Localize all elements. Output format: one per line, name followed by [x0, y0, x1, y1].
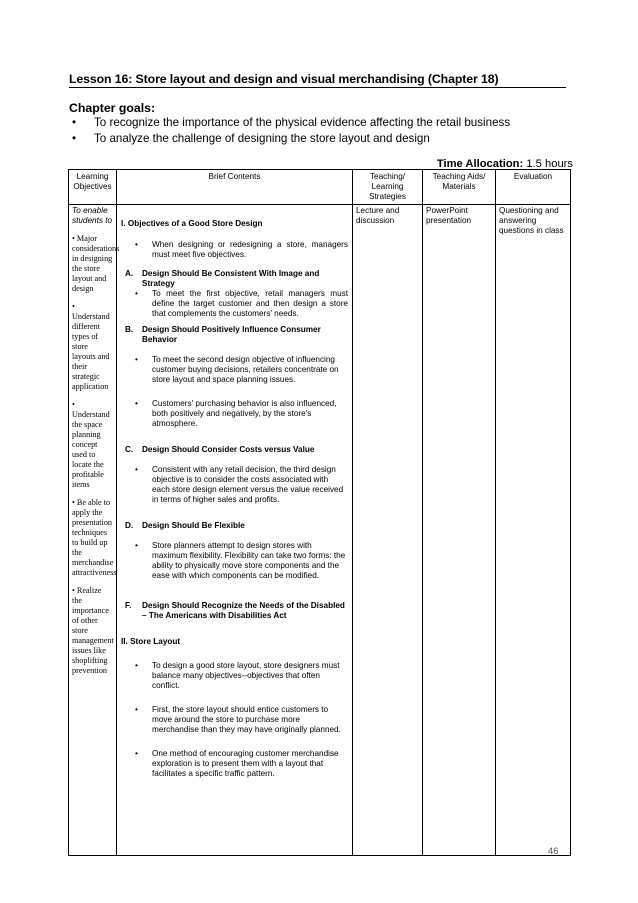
- objective-item: • Understand the space planning concept used to locate the profitable items: [72, 400, 110, 489]
- header-teaching-strategies: Teaching/ Learning Strategies: [353, 170, 423, 205]
- objective-item: • Realize the importance of other store management issues like shoplifting prevention: [72, 586, 114, 675]
- strategies-cell: Lecture and discussion: [353, 205, 423, 856]
- header-brief-contents: Brief Contents: [117, 170, 353, 205]
- chapter-goals-list: [69, 115, 510, 147]
- subsection-heading: F. Design Should Recognize the Needs of the Disabled – The Americans with Disabilities Act: [125, 601, 345, 620]
- bullet-icon: •: [135, 240, 138, 249]
- bullet-icon: •: [135, 749, 138, 758]
- subsection-heading: A. Design Should Be Consistent With Image and Strategy: [125, 269, 320, 288]
- chapter-goals-heading: Chapter goals:: [69, 101, 156, 115]
- objective-intro: To enable students to: [72, 206, 113, 225]
- bullet-icon: •: [72, 132, 77, 145]
- bullet-icon: •: [135, 465, 138, 474]
- section-heading: I. Objectives of a Good Store Design: [121, 219, 263, 228]
- time-allocation-value: 1.5 hours: [526, 158, 573, 170]
- bullet-icon: •: [135, 289, 138, 298]
- chapter-goal-item: • To recognize the importance of the physical evidence affecting the retail business: [72, 116, 511, 129]
- header-learning-objectives: Learning Objectives: [69, 170, 117, 205]
- bullet-icon: •: [135, 355, 138, 364]
- subsection-heading: B. Design Should Positively Influence Consumer Behavior: [125, 325, 321, 344]
- objective-item: • Understand different types of store layouts and their strategic application: [72, 302, 110, 391]
- subsection-heading: C. Design Should Consider Costs versus Value: [125, 445, 315, 454]
- time-allocation-label: Time Allocation:: [436, 158, 524, 170]
- content-bullet: • First, the store layout should entice customers to move around the store to purchase more merchandise than they may have originally planned.: [135, 705, 341, 734]
- objective-item: • Major considerations in designing the store layout and design: [72, 234, 120, 293]
- content-bullet: • One method of encouraging customer merchandise exploration is to present them with a layout that facilitates a specific traffic pattern.: [135, 749, 339, 778]
- content-bullet: • When designing or redesigning a store, managers must meet five objectives.: [135, 240, 348, 259]
- brief-contents-cell: [117, 205, 353, 856]
- objective-item: • Be able to apply the presentation techniques to build up the merchandise attractiveness: [72, 498, 117, 577]
- evaluation-cell: Questioning and answering questions in class: [496, 205, 571, 856]
- page-number: 46: [548, 846, 559, 857]
- bullet-icon: •: [135, 661, 138, 670]
- chapter-goal-item: • To analyze the challenge of designing the store layout and design: [72, 132, 430, 145]
- learning-objectives-cell: [69, 205, 120, 856]
- section-heading: II. Store Layout: [121, 637, 181, 646]
- header-evaluation: Evaluation: [496, 170, 571, 205]
- content-bullet: • To meet the second design objective of influencing customer buying decisions, retailers concentrate on store layout and space planning issues.: [135, 355, 339, 384]
- lesson-title: Lesson 16: Store layout and design and visual merchandising (Chapter 18): [69, 72, 566, 88]
- bullet-icon: •: [135, 705, 138, 714]
- aids-cell: PowerPoint presentation: [423, 205, 496, 856]
- content-bullet: • To design a good store layout, store designers must balance many objectives--objectives that often conflict.: [135, 661, 340, 690]
- bullet-icon: •: [72, 116, 77, 129]
- content-bullet: • Store planners attempt to design stores with maximum flexibility. Flexibility can take two forms: the ability to physically move store components and the ease with which components can be modified.: [135, 541, 346, 580]
- subsection-heading: D. Design Should Be Flexible: [125, 521, 245, 530]
- bullet-icon: •: [135, 541, 138, 550]
- lesson-plan-table: [68, 169, 571, 856]
- content-bullet: • Customers' purchasing behavior is also influenced, both positively and negatively, by the store's atmosphere.: [135, 399, 337, 428]
- content-bullet: • To meet the first objective, retail managers must define the target customer and then design a store that complements the customers' needs.: [135, 289, 348, 318]
- table-header-row: [69, 170, 571, 205]
- content-bullet: • Consistent with any retail decision, the third design objective is to consider the costs associated with each store design element versus the value received in terms of higher sales and profits.: [135, 465, 344, 504]
- table-row: [69, 205, 571, 856]
- header-teaching-aids: Teaching Aids/ Materials: [423, 170, 496, 205]
- bullet-icon: •: [135, 399, 138, 408]
